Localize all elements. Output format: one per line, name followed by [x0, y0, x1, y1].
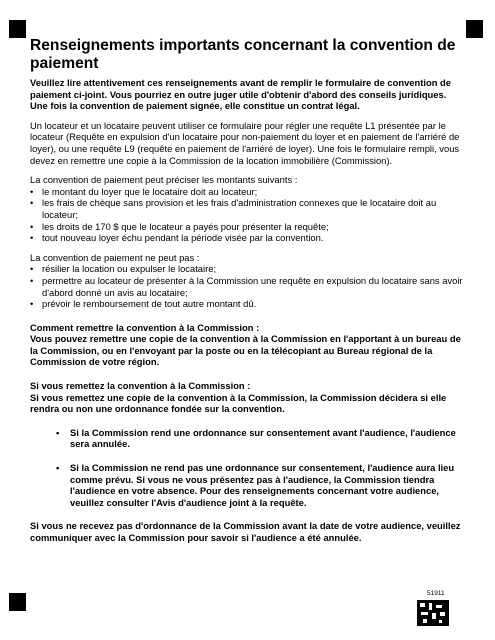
if-submit-list — [30, 427, 465, 509]
if-submit-heading: Si vous remettez la convention à la Commission : — [30, 380, 251, 392]
cannot-heading: La convention de paiement ne peut pas : — [30, 251, 200, 263]
intro-paragraph: Veuillez lire attentivement ces renseignements avant de remplir le formulaire de convention de paiement ci-joint. Vous pourriez en outre juger utile d'obtenir d'abord des conseils juridiques. Une fois la convention de paiement signée, elle constitue un contrat légal. — [30, 77, 451, 112]
list-item: • tout nouveau loyer échu pendant la période visée par la convention. — [30, 232, 465, 244]
closing-paragraph: Si vous ne recevez pas d'ordonnance de la Commission avant la date de votre audience, veuillez communiquer avec la Commission pour savoir si l'audience a été annulée. — [30, 520, 461, 543]
registration-mark-bottom-left — [9, 593, 26, 611]
form-number: 51911 — [427, 590, 445, 597]
how-to-submit-heading: Comment remettre la convention à la Commission : — [30, 321, 260, 333]
registration-mark-top-right — [466, 20, 483, 38]
page-title: Renseignements importants concernant la convention de paiement — [30, 37, 456, 72]
list-item: • Si la Commission rend une ordonnance sur consentement avant l'audience, l'audience sera annulée. — [56, 427, 465, 450]
barcode-icon — [417, 600, 449, 626]
registration-mark-top-left — [9, 20, 26, 38]
list-item: • le montant du loyer que le locataire doit au locateur; — [30, 186, 465, 198]
cannot-list — [30, 263, 465, 309]
if-submit-body: Si vous remettez une copie de la convention à la Commission, la Commission décidera si elle rendra ou non une ordonnance fondée sur la convention. — [30, 391, 447, 415]
usage-paragraph: Un locateur et un locataire peuvent utiliser ce formulaire pour régler une requête L1 présentée par le locateur (Requête en expulsion d'un locataire pour non-paiement du loyer et en paiement de l'arriéré de loyer), ou une requête L9 (requête en paiement de l'arriéré de loyer). Une fois le formulaire rempli, vous devez en remettre une copie à la Commission de la location immobilière (Commission). — [30, 119, 460, 166]
list-item: • résilier la location ou expulser le locataire; — [30, 263, 465, 275]
document-page — [30, 37, 465, 544]
list-item: • Si la Commission ne rend pas une ordonnance sur consentement, l'audience aura lieu comme prévu. Si vous ne vous présentez pas à l'audience, la Commission tiendra l'audience en votre absence. Pour des renseignements concernant votre audience, veuillez consulter l'Avis d'audience joint à la requête. — [56, 462, 465, 508]
list-item: • permettre au locateur de présenter à la Commission une requête en expulsion du locataire sans avoir d'abord donné un avis au locataire; — [30, 275, 465, 298]
how-to-submit-body: Vous pouvez remettre une copie de la convention à la Commission en l'apportant à un bureau de la Commission, ou en l'envoyant par la poste ou en la télécopiant au Bureau régional de la Commission de votre région. — [30, 333, 461, 368]
can-specify-heading: La convention de paiement peut préciser les montants suivants : — [30, 174, 298, 186]
list-item: • les frais de chèque sans provision et les frais d'administration connexes que le locataire doit au locateur; — [30, 197, 465, 220]
list-item: • prévoir le remboursement de tout autre montant dû. — [30, 298, 465, 310]
list-item: • les droits de 170 $ que le locateur a payés pour présenter la requête; — [30, 221, 465, 233]
can-specify-list — [30, 186, 465, 244]
